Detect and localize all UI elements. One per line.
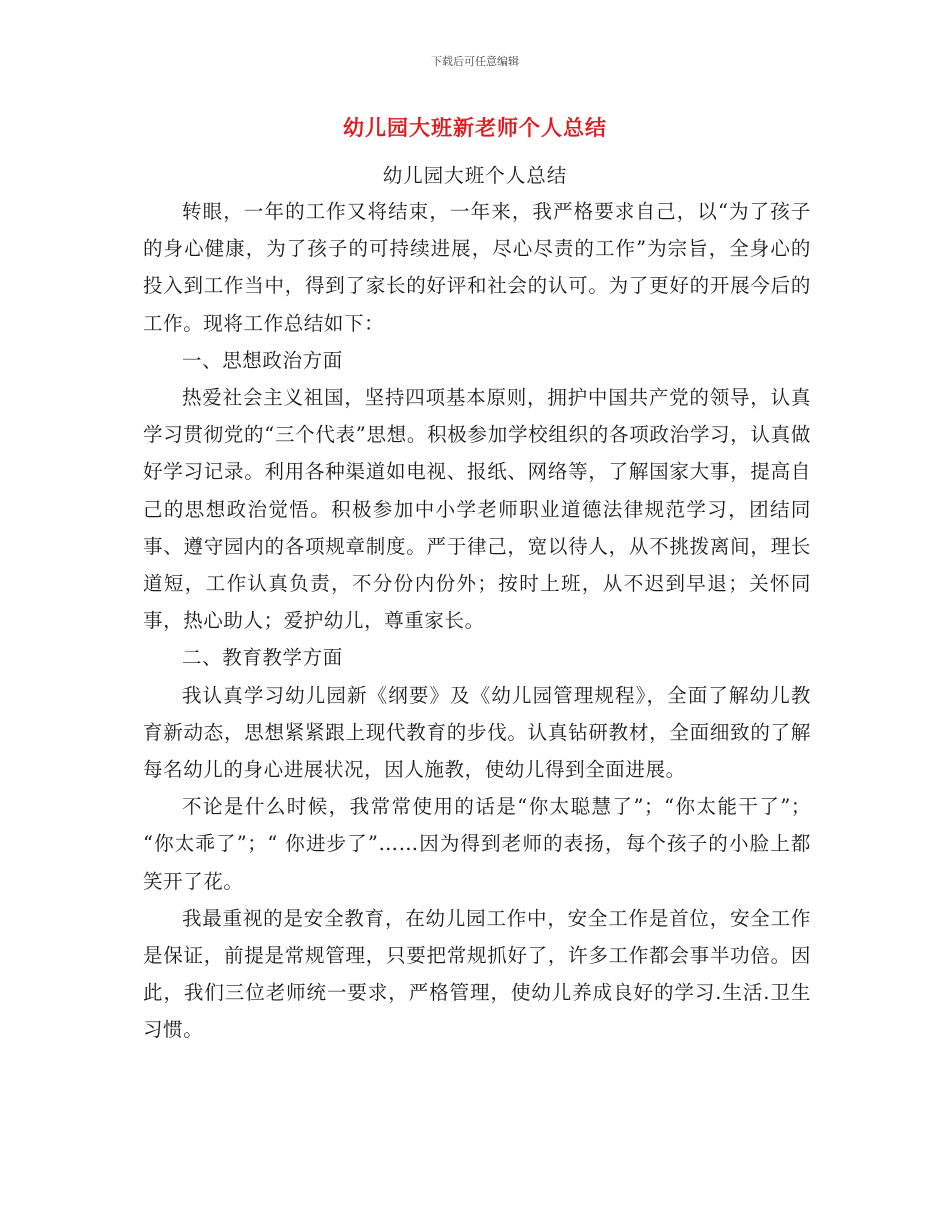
document-subtitle: 幼儿园大班个人总结	[382, 164, 568, 187]
header-note: 下载后可任意编辑	[431, 55, 519, 68]
paragraph-political: 热爱社会主义祖国，坚持四项基本原则，拥护中国共产党的领导，认真学习贯彻党的“三个代表”思想。积极参加学校组织的各项政治学习，认真做好学习记录。利用各种渠道如电视、报纸、网络等，了解国家大事，提高自己的思想政治觉悟。积极参加中小学老师职业道德法律规范学习，团结同事、遵守园内的各项规章制度。严于律己，宽以待人，从不挑拨离间，理长道短，工作认真负责，不分份内份外；按时上班，从不迟到早退；关怀同事，热心助人；爱护幼儿，尊重家长。	[143, 386, 811, 633]
section-heading-political: 一、思想政治方面	[182, 348, 343, 372]
paragraph-intro: 转眼，一年的工作又将结束，一年来，我严格要求自己，以“为了孩子的身心健康，为了孩子的可持续进展，尽心尽责的工作”为宗旨，全身心的投入到工作当中，得到了家长的好评和社会的认可。为了更好的开展今后的工作。现将工作总结如下：	[143, 200, 811, 335]
paragraph-praise: 不论是什么时候，我常常使用的话是“你太聪慧了”；“你太能干了”； “你太乖了”；“ 你进步了”……因为得到老师的表扬，每个孩子的小脸上都笑开了花。	[143, 795, 811, 893]
document-body	[143, 193, 811, 1049]
section-heading-teaching: 二、教育教学方面	[182, 646, 343, 670]
paragraph-safety: 我最重视的是安全教育，在幼儿园工作中，安全工作是首位，安全工作是保证，前提是常规管理，只要把常规抓好了，许多工作都会事半功倍。因此，我们三位老师统一要求，严格管理，使幼儿养成良好的学习.生活.卫生习惯。	[143, 906, 811, 1042]
document-title: 幼儿园大班新老师个人总结	[343, 116, 607, 140]
paragraph-teaching: 我认真学习幼儿园新《纲要》及《幼儿园管理规程》，全面了解幼儿教育新动态，思想紧紧跟上现代教育的步伐。认真钻研教材，全面细致的了解每名幼儿的身心进展状况，因人施教，使幼儿得到全面进展。	[143, 683, 811, 782]
